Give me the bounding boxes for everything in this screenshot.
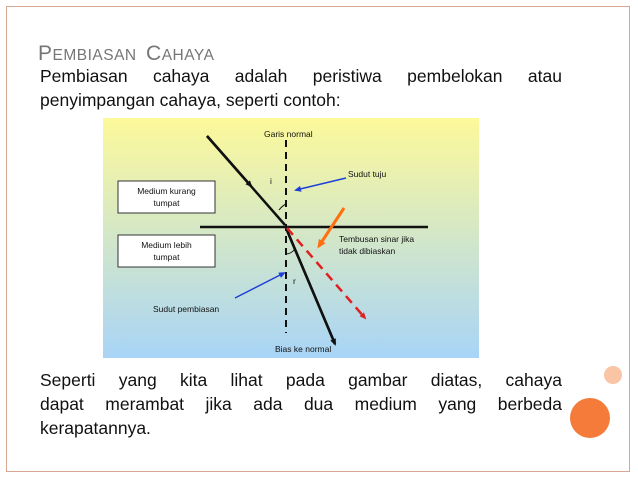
slide-title xyxy=(38,31,214,68)
refraction-diagram xyxy=(103,118,479,358)
sudut-tuju-label: Sudut tuju xyxy=(348,169,387,179)
intro-line-2: penyimpangan cahaya, seperti contoh: xyxy=(40,90,341,110)
title-initial-2: C xyxy=(146,42,162,65)
decorative-circle-large xyxy=(570,398,610,438)
conclusion-line-2: dapat merambat jika ada dua medium yang berbeda xyxy=(40,394,562,414)
tembusan-line1: Tembusan sinar jika xyxy=(339,234,415,244)
conclusion-line-3: kerapatannya. xyxy=(40,418,151,438)
bias-ke-normal-label: Bias ke normal xyxy=(275,344,332,354)
intro-line-1: Pembiasan cahaya adalah peristiwa pembelokan atau xyxy=(40,66,562,86)
conclusion-line-1: Seperti yang kita lihat pada gambar diatas, cahaya xyxy=(40,370,562,390)
intro-paragraph xyxy=(40,64,562,112)
medium-kurang-line1: Medium kurang xyxy=(137,186,196,196)
garis-normal-label: Garis normal xyxy=(264,129,313,139)
angle-i-label: i xyxy=(270,176,272,186)
decorative-circle-small xyxy=(604,366,622,384)
title-rest-2: AHAYA xyxy=(161,47,215,64)
medium-lebih-line1: Medium lebih xyxy=(141,240,192,250)
conclusion-paragraph xyxy=(40,368,562,440)
medium-kurang-line2: tumpat xyxy=(153,198,180,208)
title-initial-1: P xyxy=(38,42,53,65)
angle-r-label: r xyxy=(293,276,296,286)
medium-lebih-line2: tumpat xyxy=(153,252,180,262)
sudut-pembiasan-label: Sudut pembiasan xyxy=(153,304,220,314)
tembusan-line2: tidak dibiaskan xyxy=(339,246,396,256)
title-rest-1: EMBIASAN xyxy=(52,47,137,64)
